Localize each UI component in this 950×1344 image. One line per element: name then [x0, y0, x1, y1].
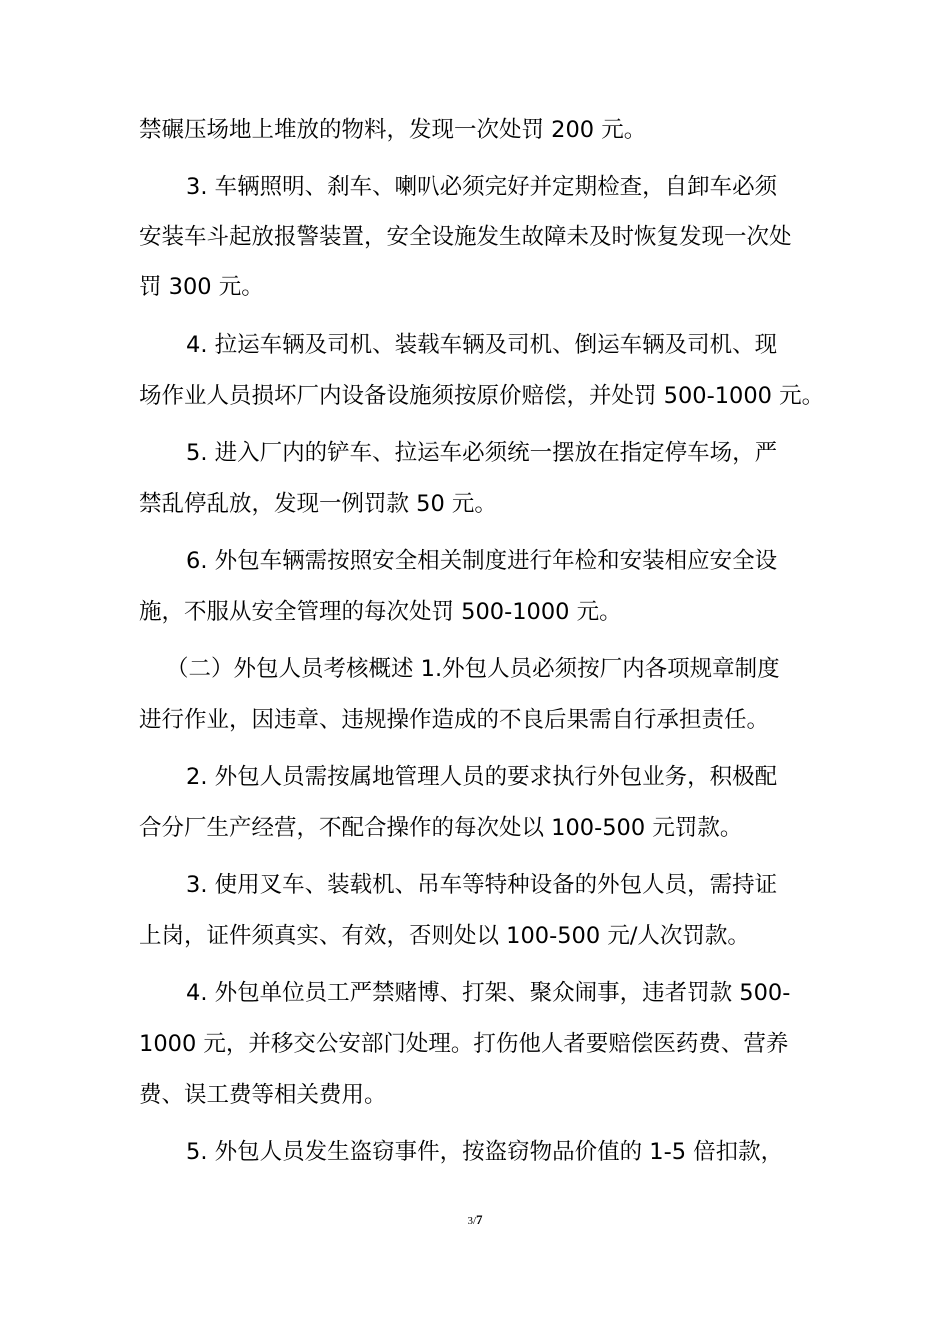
text-line: （二）外包人员考核概述 1.外包人员必须按厂内各项规章制度 [166, 656, 780, 682]
text-line: 费、误工费等相关费用。 [139, 1082, 387, 1108]
page-number-current: 3/ [467, 1215, 477, 1227]
text-line: 进行作业，因违章、违规操作造成的不良后果需自行承担责任。 [139, 707, 770, 733]
page-number-total: 7 [476, 1212, 483, 1227]
text-line: 3. 使用叉车、装载机、吊车等特种设备的外包人员，需持证 [186, 872, 778, 898]
text-line: 2. 外包人员需按属地管理人员的要求执行外包业务，积极配 [186, 764, 778, 790]
text-line: 4. 拉运车辆及司机、装载车辆及司机、倒运车辆及司机、现 [186, 332, 778, 358]
text-line: 5. 外包人员发生盗窃事件，按盗窃物品价值的 1-5 倍扣款， [186, 1139, 784, 1165]
text-line: 6. 外包车辆需按照安全相关制度进行年检和安装相应安全设 [186, 548, 778, 574]
text-line: 上岗，证件须真实、有效，否则处以 100-500 元/人次罚款。 [139, 923, 750, 949]
text-line: 1000 元，并移交公安部门处理。打伤他人者要赔偿医药费、营养 [139, 1031, 789, 1057]
text-line: 3. 车辆照明、刹车、喇叭必须完好并定期检查，自卸车必须 [186, 174, 778, 200]
text-line: 罚 300 元。 [139, 274, 264, 300]
text-line: 场作业人员损坏厂内设备设施须按原价赔偿，并处罚 500-1000 元。 [139, 383, 825, 409]
text-line: 合分厂生产经营，不配合操作的每次处以 100-500 元罚款。 [139, 815, 743, 841]
text-line: 4. 外包单位员工严禁赌博、打架、聚众闹事，违者罚款 500- [186, 980, 791, 1006]
text-line: 禁乱停乱放，发现一例罚款 50 元。 [139, 491, 497, 517]
text-line: 安装车斗起放报警装置，安全设施发生故障未及时恢复发现一次处 [139, 224, 792, 250]
text-line: 5. 进入厂内的铲车、拉运车必须统一摆放在指定停车场，严 [186, 440, 778, 466]
text-line: 施，不服从安全管理的每次处罚 500-1000 元。 [139, 599, 622, 625]
page-number [0, 1213, 950, 1228]
text-line: 禁碾压场地上堆放的物料，发现一次处罚 200 元。 [139, 117, 647, 143]
